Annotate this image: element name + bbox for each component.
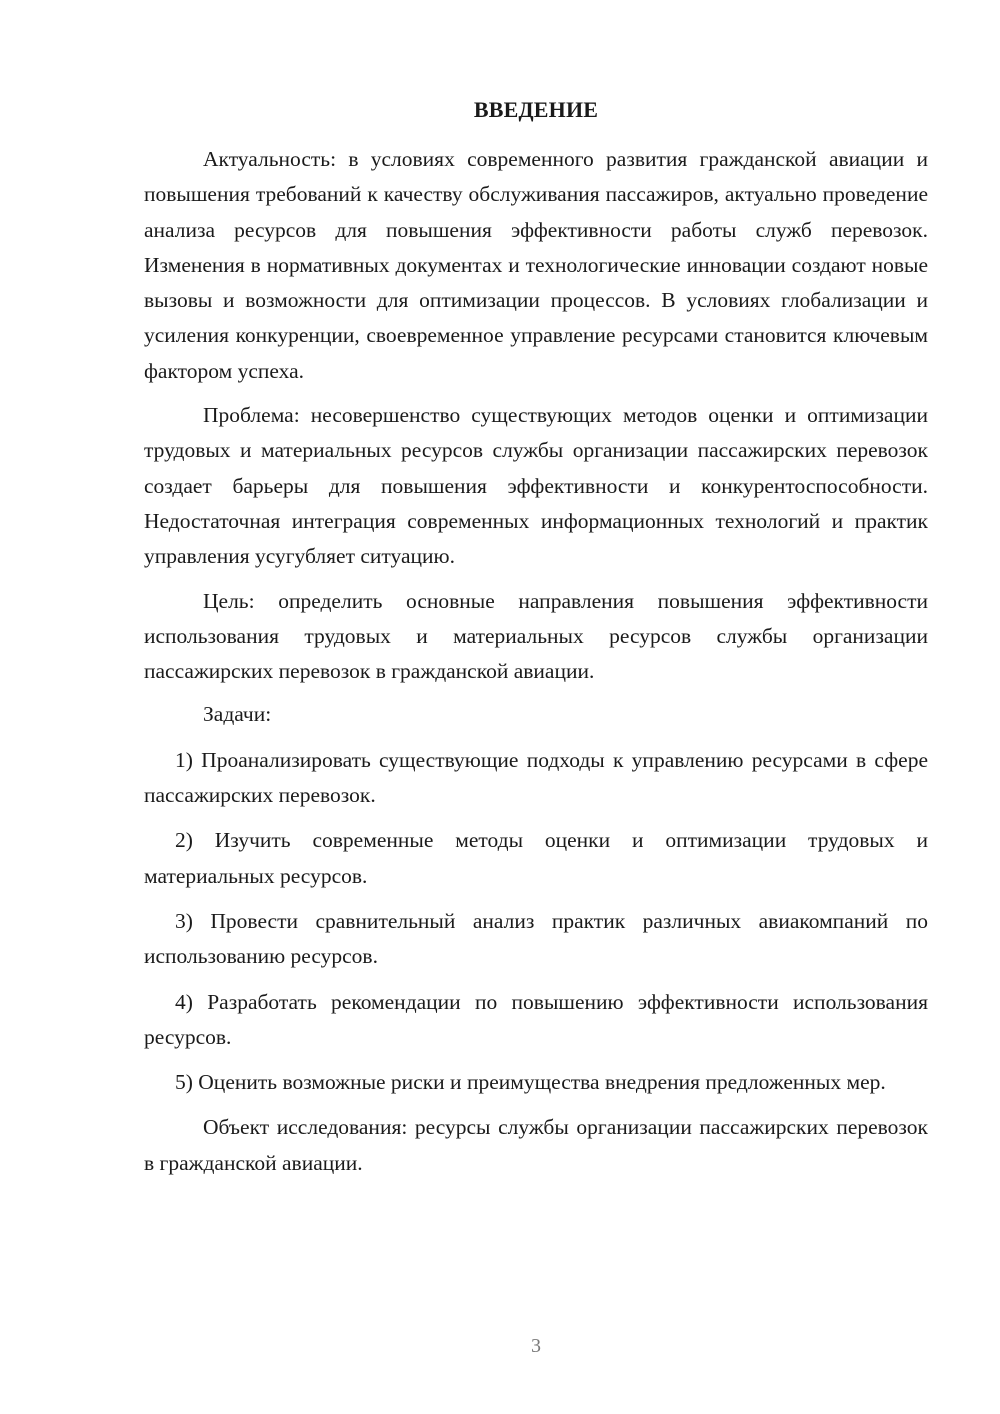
list-item: 1) Проанализировать существующие подходы к управлению ресурсами в сфере пассажирских перевозок. [144, 747, 928, 808]
list-item: 3) Провести сравнительный анализ практик различных авиакомпаний по использованию ресурсов. [144, 908, 928, 969]
paragraph-problem: Проблема: несовершенство существующих методов оценки и оптимизации трудовых и материальных ресурсов службы организации пассажирских перевозок создает барьеры для повышения эффективности и конкурентоспособности. Недостаточная интеграция современных информационных технологий и практик управления усугубляет ситуацию. [144, 403, 928, 569]
list-item: 4) Разработать рекомендации по повышению эффективности использования ресурсов. [144, 989, 928, 1049]
paragraph-object: Объект исследования: ресурсы службы организации пассажирских перевозок в гражданской авиации. [144, 1115, 928, 1175]
tasks-list [144, 743, 928, 1101]
tasks-label: Задачи: [203, 702, 272, 727]
list-item: 5) Оценить возможные риски и преимущества внедрения предложенных мер. [175, 1070, 886, 1095]
paragraph-relevance: Актуальность: в условиях современного развития гражданской авиации и повышения требований к качеству обслуживания пассажиров, актуально проведение анализа ресурсов для повышения эффективности работы служб перевозок. Изменения в нормативных документах и технологические инновации создают новые вызовы и возможности для оптимизации процессов. В условиях глобализации и усиления конкуренции, своевременное управление ресурсами становится ключевым фактором успеха. [144, 147, 928, 383]
paragraph-goal: Цель: определить основные направления повышения эффективности использования трудовых и материальных ресурсов службы организации пассажирских перевозок в гражданской авиации. [144, 588, 928, 684]
page-number: 3 [531, 1335, 541, 1357]
list-item: 2) Изучить современные методы оценки и оптимизации трудовых и материальных ресурсов. [144, 828, 928, 888]
document-body [144, 94, 928, 1181]
section-heading: ВВЕДЕНИЕ [473, 97, 599, 122]
